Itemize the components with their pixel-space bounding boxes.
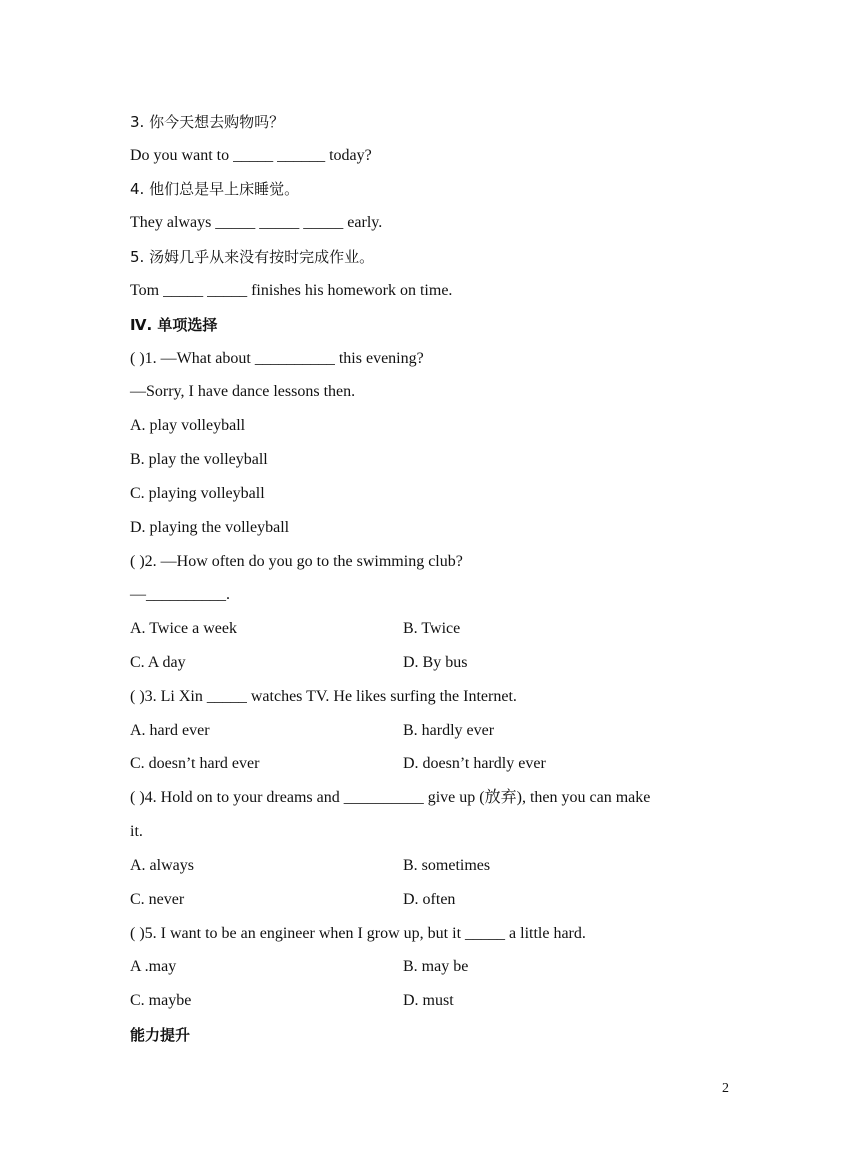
question-3-option-a: A. hard ever [130,722,210,739]
question-2-option-b: B. Twice [403,620,461,637]
question-3-option-d: D. doesn’t hardly ever [403,755,546,772]
q5-english: Tom _____ _____ finishes his homework on time. [130,282,453,299]
question-2-option-c: C. A day [130,654,186,671]
question-2-dialogue: —__________. [130,586,230,603]
q5-chinese: 5. 汤姆几乎从来没有按时完成作业。 [130,248,375,266]
section-heading: Ⅳ. 单项选择 [130,316,218,334]
question-5-stem: ( )5. I want to be an engineer when I grow up, but it _____ a little hard. [130,925,586,942]
question-4-stem: ( )4. Hold on to your dreams and __________ give up (放弃), then you can make [130,789,651,806]
question-5-option-a: A .may [130,958,177,975]
question-4-option-a: A. always [130,857,194,874]
question-2-option-d: D. By bus [403,654,468,671]
question-1-option-c: C. playing volleyball [130,485,265,502]
question-3-stem: ( )3. Li Xin _____ watches TV. He likes surfing the Internet. [130,688,517,705]
question-4-option-b: B. sometimes [403,857,491,874]
q4-english: They always _____ _____ _____ early. [130,214,383,231]
page-number: 2 [722,1081,729,1096]
question-1-option-d: D. playing the volleyball [130,519,290,536]
question-5-option-b: B. may be [403,958,469,975]
q3-english: Do you want to _____ ______ today? [130,147,372,164]
question-4-option-c: C. never [130,891,185,908]
question-3-option-c: C. doesn’t hard ever [130,755,260,772]
question-1-option-a: A. play volleyball [130,417,246,434]
question-2-option-a: A. Twice a week [130,620,237,637]
question-5-option-d: D. must [403,992,454,1009]
question-1-option-b: B. play the volleyball [130,451,268,468]
next-section-heading: 能力提升 [130,1026,191,1044]
question-4-stem-continued: it. [130,823,143,840]
question-2-stem: ( )2. —How often do you go to the swimming club? [130,553,463,570]
q3-chinese: 3. 你今天想去购物吗？ [130,113,285,131]
question-1-dialogue: —Sorry, I have dance lessons then. [130,383,356,400]
question-5-option-c: C. maybe [130,992,192,1009]
question-1-stem: ( )1. —What about __________ this evening? [130,350,424,367]
question-3-option-b: B. hardly ever [403,722,495,739]
q4-chinese: 4. 他们总是早上床睡觉。 [130,180,300,198]
question-4-option-d: D. often [403,891,456,908]
